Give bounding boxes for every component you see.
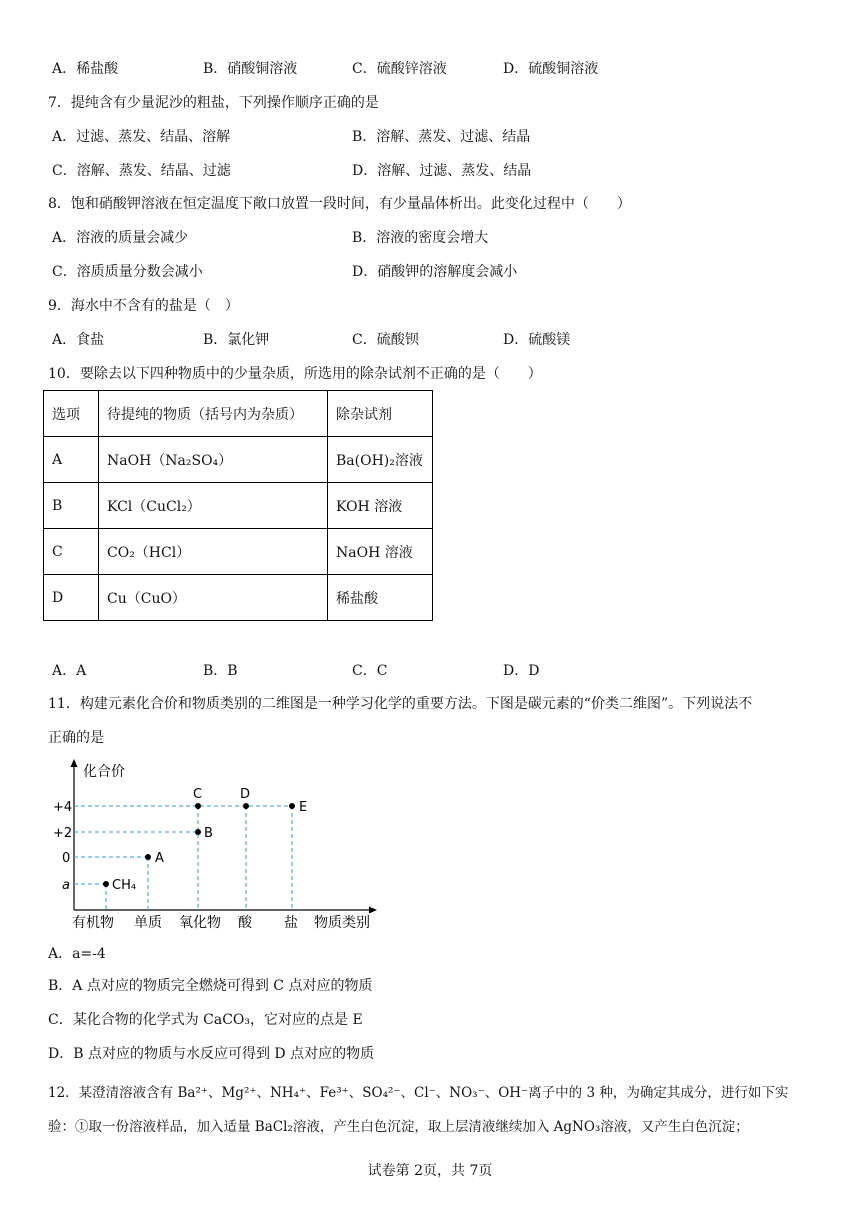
x-tick-label: 单质 xyxy=(134,915,162,931)
point-d xyxy=(243,803,249,809)
table-cell-option: A xyxy=(44,437,99,483)
table-cell-option: C xyxy=(44,529,99,575)
q10-stem: 10．要除去以下四种物质中的少量杂质，所选用的除杂试剂不正确的是（ ） xyxy=(48,366,542,382)
table-cell-option: B xyxy=(44,483,99,529)
table-cell-material: Cu（CuO） xyxy=(99,575,328,621)
q12-line2: 验：①取一份溶液样品，加入适量 BaCl₂溶液，产生白色沉淀，取上层清液继续加入 AgNO₃溶液，又产生白色沉淀； xyxy=(48,1119,749,1135)
q6-option-c: C．硫酸锌溶液 xyxy=(352,61,447,77)
q8-option-d: D．硝酸钾的溶解度会减小 xyxy=(352,264,518,280)
table-cell-material: NaOH（Na₂SO₄） xyxy=(99,437,328,483)
q7-option-b: B．溶解、蒸发、过滤、结晶 xyxy=(352,129,531,145)
point-e xyxy=(289,803,295,809)
point-ch4 xyxy=(103,881,109,887)
q6-option-a: A．稀盐酸 xyxy=(52,61,119,77)
table-cell-material: CO₂（HCl） xyxy=(99,529,328,575)
q11-option-d: D．B 点对应的物质与水反应可得到 D 点对应的物质 xyxy=(48,1046,375,1062)
q6-option-d: D．硫酸铜溶液 xyxy=(503,61,599,77)
table-row xyxy=(44,483,433,529)
q8-option-b: B．溶液的密度会增大 xyxy=(352,230,489,246)
q11-option-b: B．A 点对应的物质完全燃烧可得到 C 点对应的物质 xyxy=(48,978,373,994)
q8-stem: 8．饱和硝酸钾溶液在恒定温度下敞口放置一段时间，有少量晶体析出。此变化过程中（ ） xyxy=(48,196,631,212)
y-tick-label: +4 xyxy=(53,800,73,815)
q9-stem: 9．海水中不含有的盐是（ ） xyxy=(48,298,239,314)
point-label: E xyxy=(299,800,308,815)
q12-line1: 12．某澄清溶液含有 Ba²⁺、Mg²⁺、NH₄⁺、Fe³⁺、SO₄²⁻、Cl⁻、NO₃⁻、OH⁻离子中的 3 种，为确定其成分，进行如下实 xyxy=(48,1085,789,1101)
q9-option-b: B．氯化钾 xyxy=(203,332,270,348)
point-b xyxy=(195,829,201,835)
q7-option-d: D．溶解、过滤、蒸发、结晶 xyxy=(352,163,532,179)
table-header-cell: 选项 xyxy=(44,391,99,437)
point-label: C xyxy=(193,787,203,802)
q9-option-c: C．硫酸钡 xyxy=(352,332,419,348)
table-header-cell: 待提纯的物质（括号内为杂质） xyxy=(99,391,328,437)
table-cell-material: KCl（CuCl₂） xyxy=(99,483,328,529)
y-tick-label: 0 xyxy=(62,851,71,866)
q10-option-a: A．A xyxy=(52,663,87,679)
q9-option-d: D．硫酸镁 xyxy=(503,332,571,348)
valence-class-diagram xyxy=(50,756,390,934)
x-tick-label: 有机物 xyxy=(72,915,114,931)
y-tick-label: +2 xyxy=(53,826,73,841)
q8-option-a: A．溶液的质量会减少 xyxy=(52,230,189,246)
q7-stem: 7．提纯含有少量泥沙的粗盐，下列操作顺序正确的是 xyxy=(48,95,379,111)
q7-option-c: C．溶解、蒸发、结晶、过滤 xyxy=(52,163,231,179)
y-axis-title: 化合价 xyxy=(83,764,125,780)
q9-option-a: A．食盐 xyxy=(52,332,105,348)
table-cell-reagent: Ba(OH)₂溶液 xyxy=(328,437,433,483)
guide-lines xyxy=(74,806,292,910)
table-header-cell: 除杂试剂 xyxy=(328,391,433,437)
q7-option-a: A．过滤、蒸发、结晶、溶解 xyxy=(52,129,231,145)
table-header-row xyxy=(44,391,433,437)
q11-stem-line1: 11．构建元素化合价和物质类别的二维图是一种学习化学的重要方法。下图是碳元素的“价类二维图”。下列说法不 xyxy=(48,696,753,712)
q11-option-a: A．a=-4 xyxy=(48,946,106,962)
x-tick-label: 酸 xyxy=(238,915,252,931)
table-cell-reagent: KOH 溶液 xyxy=(328,483,433,529)
q11-option-c: C．某化合物的化学式为 CaCO₃，它对应的点是 E xyxy=(48,1012,363,1028)
q6-option-b: B．硝酸铜溶液 xyxy=(203,61,298,77)
point-label: CH₄ xyxy=(112,878,137,893)
page-footer: 试卷第 2页，共 7页 xyxy=(367,1163,493,1179)
point-a xyxy=(145,854,151,860)
q10-option-c: C．C xyxy=(352,663,388,679)
x-tick-label: 氧化物 xyxy=(179,915,221,931)
x-axis-title: 物质类别 xyxy=(314,915,370,931)
point-c xyxy=(195,803,201,809)
table-cell-option: D xyxy=(44,575,99,621)
impurity-table xyxy=(43,390,433,621)
y-axis-arrow-icon xyxy=(71,759,78,767)
table-cell-reagent: 稀盐酸 xyxy=(328,575,433,621)
x-tick-label: 盐 xyxy=(284,915,298,931)
x-axis-arrow-icon xyxy=(369,907,377,914)
table-row xyxy=(44,437,433,483)
q10-option-b: B．B xyxy=(203,663,238,679)
q11-stem-line2: 正确的是 xyxy=(48,730,104,746)
table-row xyxy=(44,575,433,621)
q8-option-c: C．溶质质量分数会减小 xyxy=(52,264,203,280)
table-row xyxy=(44,529,433,575)
q10-option-d: D．D xyxy=(503,663,540,679)
point-label: A xyxy=(155,851,164,866)
point-label: B xyxy=(204,826,213,841)
point-label: D xyxy=(240,787,251,802)
table-cell-reagent: NaOH 溶液 xyxy=(328,529,433,575)
y-tick-label: a xyxy=(62,878,70,893)
